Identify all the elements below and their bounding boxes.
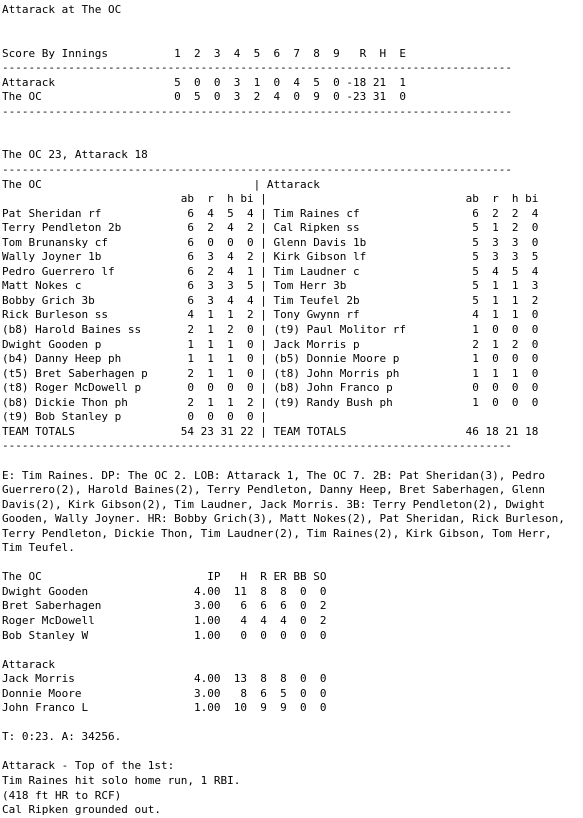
text-line: Cal Ripken grounded out. (2, 803, 161, 817)
text-line: Score By Innings 1 2 3 4 5 6 7 8 9 R H E (2, 46, 406, 60)
text-line: (t5) Bret Saberhagen p 2 1 1 0 | (t8) John Morris ph 1 1 1 0 (2, 366, 539, 380)
separator-line: ----------------------------------------------------------------------------- (2, 439, 512, 453)
text-line: The OC 0 5 0 3 2 4 0 9 0 -23 31 0 (2, 90, 406, 104)
text-line: Tim Raines hit solo home run, 1 RBI. (2, 773, 241, 787)
text-line (2, 18, 565, 33)
text-line: Wally Joyner 1b 6 3 4 2 | Kirk Gibson lf 5 3 3 5 (2, 250, 539, 264)
text-line: (b8) Dickie Thon ph 2 1 1 2 | (t9) Randy Bush ph 1 0 0 0 (2, 395, 539, 409)
text-line: Bobby Grich 3b 6 3 4 4 | Tim Teufel 2b 5 1 1 2 (2, 293, 539, 307)
separator-line: ----------------------------------------------------------------------------- (2, 61, 512, 75)
text-line (2, 643, 565, 658)
text-line (2, 32, 565, 47)
text-line: Attarack at The OC (2, 3, 122, 16)
box-score-text (2, 3, 565, 818)
text-line: Pedro Guerrero lf 6 2 4 1 | Tim Laudner c 5 4 5 4 (2, 264, 539, 278)
text-line (2, 134, 565, 149)
text-line: Gooden, Wally Joyner. HR: Bobby Grich(3), Matt Nokes(2), Pat Sheridan, Rick Burleson, (2, 512, 565, 526)
text-line: Donnie Moore 3.00 8 6 5 0 0 (2, 686, 327, 700)
text-line (2, 119, 565, 134)
text-line: Rick Burleson ss 4 1 1 2 | Tony Gwynn rf 4 1 1 0 (2, 308, 539, 322)
text-line: Dwight Gooden p 1 1 1 0 | Jack Morris p 2 1 2 0 (2, 337, 539, 351)
text-line: The OC 23, Attarack 18 (2, 148, 148, 162)
text-line: ab r h bi | ab r h bi (2, 192, 539, 206)
text-line (2, 716, 565, 731)
text-line: The OC | Attarack (2, 177, 320, 191)
text-line: (b4) Danny Heep ph 1 1 1 0 | (b5) Donnie Moore p 1 0 0 0 (2, 352, 539, 366)
text-line: (t9) Bob Stanley p 0 0 0 0 | (2, 410, 267, 424)
text-line: (418 ft HR to RCF) (2, 788, 122, 802)
text-line: Guerrero(2), Harold Baines(2), Terry Pendleton, Danny Heep, Bret Saberhagen, Glenn (2, 483, 546, 497)
text-line: Matt Nokes c 6 3 3 5 | Tom Herr 3b 5 1 1 3 (2, 279, 539, 293)
text-line: Jack Morris 4.00 13 8 8 0 0 (2, 672, 327, 686)
separator-line: ----------------------------------------------------------------------------- (2, 163, 512, 177)
text-line (2, 454, 565, 469)
text-line: Roger McDowell 1.00 4 4 4 0 2 (2, 613, 327, 627)
separator-line: ----------------------------------------------------------------------------- (2, 104, 512, 118)
text-line: Attarack 5 0 0 3 1 0 4 5 0 -18 21 1 (2, 75, 406, 89)
text-line: Tom Brunansky cf 6 0 0 0 | Glenn Davis 1b 5 3 3 0 (2, 235, 539, 249)
text-line: TEAM TOTALS 54 23 31 22 | TEAM TOTALS 46 18 21 18 (2, 424, 539, 438)
text-line: Pat Sheridan rf 6 4 5 4 | Tim Raines cf 6 2 2 4 (2, 206, 539, 220)
text-line: John Franco L 1.00 10 9 9 0 0 (2, 701, 327, 715)
text-line (2, 556, 565, 571)
text-line: Davis(2), Kirk Gibson(2), Tim Laudner, Jack Morris. 3B: Terry Pendleton(2), Dwight (2, 497, 546, 511)
text-line: (t8) Roger McDowell p 0 0 0 0 | (b8) John Franco p 0 0 0 0 (2, 381, 539, 395)
text-line: The OC IP H R ER BB SO (2, 570, 327, 584)
text-line: Bret Saberhagen 3.00 6 6 6 0 2 (2, 599, 327, 613)
text-line: Tim Teufel. (2, 541, 75, 555)
text-line (2, 745, 565, 760)
text-line: Attarack (2, 657, 55, 671)
text-line: E: Tim Raines. DP: The OC 2. LOB: Attarack 1, The OC 7. 2B: Pat Sheridan(3), Pedro (2, 468, 546, 482)
text-line: Bob Stanley W 1.00 0 0 0 0 0 (2, 628, 327, 642)
text-line: Dwight Gooden 4.00 11 8 8 0 0 (2, 584, 327, 598)
text-line: Terry Pendleton, Dickie Thon, Tim Laudner(2), Tim Raines(2), Kirk Gibson, Tom Herr, (2, 526, 552, 540)
text-line: Terry Pendleton 2b 6 2 4 2 | Cal Ripken ss 5 1 2 0 (2, 221, 539, 235)
text-line: T: 0:23. A: 34256. (2, 730, 122, 744)
text-line: (b8) Harold Baines ss 2 1 2 0 | (t9) Paul Molitor rf 1 0 0 0 (2, 323, 539, 337)
text-line: Attarack - Top of the 1st: (2, 759, 175, 773)
